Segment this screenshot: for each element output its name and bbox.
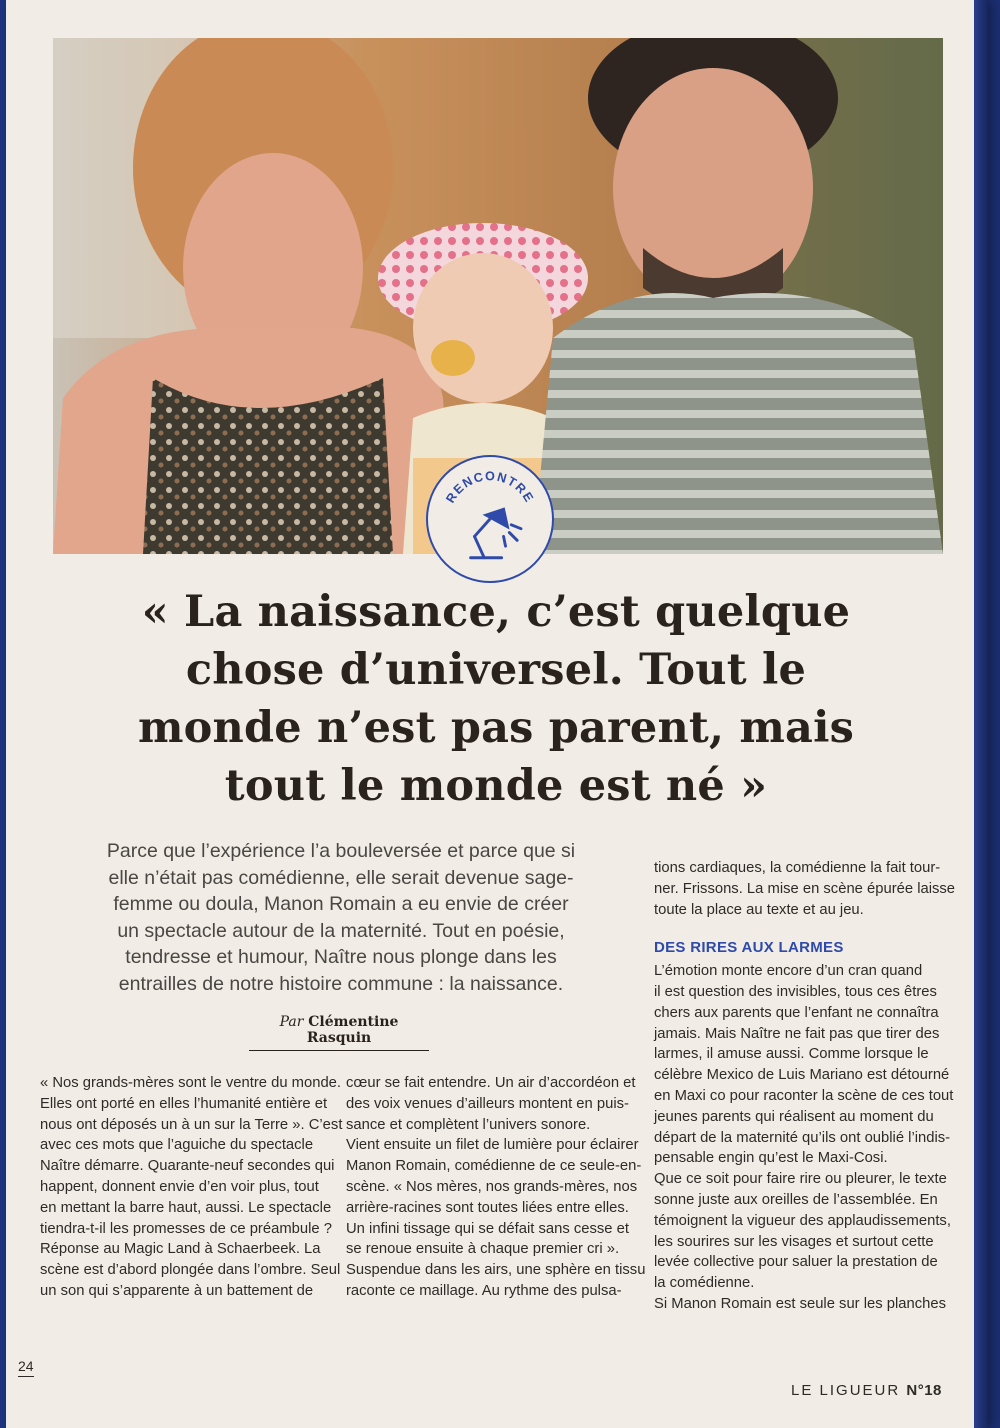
intro-line: un spectacle autour de la maternité. Tout en poésie, bbox=[117, 919, 565, 942]
column-line: Manon Romain, comédienne de ce seule-en- bbox=[346, 1158, 642, 1175]
column-line: Elles ont porté en elles l’humanité entière et bbox=[40, 1095, 328, 1112]
column-line: en Maxi co pour raconter la scène de ces tout bbox=[654, 1087, 954, 1104]
column-line: tions cardiaques, la comédienne la fait tour- bbox=[654, 860, 941, 876]
article-column-1 bbox=[40, 1073, 343, 1302]
column-line: toute la place au texte et au jeu. bbox=[654, 901, 864, 918]
column-line: jeunes parents qui réalisent au moment du bbox=[654, 1108, 934, 1125]
column-line: Si Manon Romain est seule sur les planches bbox=[654, 1295, 946, 1312]
column-line: la comédienne. bbox=[654, 1275, 755, 1292]
headline-line: tout le monde est né » bbox=[224, 761, 768, 811]
column-line: chers aux parents que l’enfant ne connaîtra bbox=[654, 1004, 939, 1021]
column-line: Un infini tissage qui se défait sans cesse et bbox=[346, 1220, 629, 1237]
column-line: des voix venues d’ailleurs montent en puis- bbox=[346, 1095, 629, 1112]
column-line: départ de la maternité qu’ils ont oublié l’indis- bbox=[654, 1129, 951, 1146]
article-column-3 bbox=[654, 858, 960, 1315]
column-line: les sourires sur les visages et surtout cette bbox=[654, 1233, 934, 1250]
column-line: célèbre Mexico de Luis Mariano est détourné bbox=[654, 1067, 950, 1084]
column-line: Naître démarre. Quarante-neuf secondes qui bbox=[40, 1158, 335, 1175]
column-line: tiendra-t-il les promesses de ce préambule ? bbox=[40, 1220, 332, 1237]
magazine-page bbox=[6, 0, 988, 1428]
column-line: « Nos grands-mères sont le ventre du monde. bbox=[40, 1075, 342, 1091]
column-line: sonne juste aux oreilles de l’assemblée. En bbox=[654, 1191, 938, 1208]
intro-line: tendresse et humour, Naître nous plonge dans les bbox=[125, 946, 557, 968]
column-line: levée collective pour saluer la prestation de bbox=[654, 1254, 938, 1271]
column-line: Suspendue dans les airs, une sphère en tissu bbox=[346, 1262, 646, 1279]
headline-line: chose d’universel. Tout le bbox=[185, 645, 807, 695]
column-line: happent, donnent envie d’en voir plus, tout bbox=[40, 1178, 319, 1195]
column-line: en mettant la barre haut, aussi. Le spectacle bbox=[40, 1199, 332, 1216]
page-number: 24 bbox=[18, 1358, 34, 1377]
column-line: scène. « Nos mères, nos grands-mères, nos bbox=[346, 1178, 638, 1195]
byline bbox=[249, 1014, 429, 1051]
column-line: cœur se fait entendre. Un air d’accordéon et bbox=[346, 1075, 636, 1091]
desk-lamp-icon bbox=[428, 457, 552, 581]
column-line: nous ont déposés un à un sur la Terre ». C’est bbox=[40, 1116, 343, 1133]
byline-prefix: Par bbox=[279, 1014, 304, 1030]
column-line: sance et complètent l’univers sonore. bbox=[346, 1116, 591, 1133]
page-edge bbox=[974, 0, 988, 1428]
headline-line: « La naissance, c’est quelque bbox=[141, 587, 851, 637]
intro-line: Parce que l’expérience l’a bouleversée et parce que si bbox=[106, 840, 576, 862]
headline-line: monde n’est pas parent, mais bbox=[137, 703, 855, 753]
column-line: pensable engin qu’est le Maxi-Cosi. bbox=[654, 1150, 888, 1167]
column-line: jamais. Mais Naître ne fait pas que tirer des bbox=[654, 1025, 940, 1042]
magazine-brand bbox=[791, 1382, 942, 1399]
badge-label: RENCONTRE bbox=[443, 469, 537, 506]
intro-line: entrailles de notre histoire commune : la naissance. bbox=[118, 972, 564, 995]
column-line: Que ce soit pour faire rire ou pleurer, le texte bbox=[654, 1171, 947, 1188]
column-line: scène est d’abord plongée dans l’ombre. Seul bbox=[40, 1262, 341, 1279]
brand-name: LE LIGUEUR bbox=[791, 1382, 901, 1399]
column-line: arrière-racines sont toutes liées entre elles. bbox=[346, 1199, 629, 1216]
byline-author: Clémentine Rasquin bbox=[306, 1014, 399, 1046]
intro-paragraph bbox=[61, 838, 621, 997]
article-column-2 bbox=[346, 1073, 646, 1302]
column-line: avec ces mots que l’aguiche du spectacle bbox=[40, 1137, 314, 1154]
column-line: Vient ensuite un filet de lumière pour éclairer bbox=[346, 1137, 639, 1154]
column-line: un son qui s’apparente à un battement de bbox=[40, 1282, 314, 1299]
column-line: raconte ce maillage. Au rythme des pulsa- bbox=[346, 1282, 622, 1299]
intro-line: femme ou doula, Manon Romain a eu envie de créer bbox=[113, 893, 569, 915]
column-line: ner. Frissons. La mise en scène épurée laisse bbox=[654, 880, 956, 897]
svg-text:RENCONTRE bbox=[443, 469, 536, 505]
column-line: il est question des invisibles, tous ces êtres bbox=[654, 983, 937, 1000]
rencontre-badge bbox=[426, 455, 554, 583]
column-line: témoignent la vigueur des applaudissements, bbox=[654, 1212, 951, 1229]
section-subhead: DES RIRES AUX LARMES bbox=[654, 939, 844, 957]
intro-line: elle n’était pas comédienne, elle serait devenue sage- bbox=[108, 866, 574, 889]
issue-number: N°18 bbox=[906, 1382, 942, 1399]
headline bbox=[46, 583, 946, 815]
column-line: larmes, il amuse aussi. Comme lorsque le bbox=[654, 1046, 929, 1063]
column-line: se renoue ensuite à chaque premier cri ». bbox=[346, 1241, 620, 1258]
column-line: Réponse au Magic Land à Schaerbeek. La bbox=[40, 1241, 321, 1258]
column-line: L’émotion monte encore d’un cran quand bbox=[654, 963, 923, 980]
